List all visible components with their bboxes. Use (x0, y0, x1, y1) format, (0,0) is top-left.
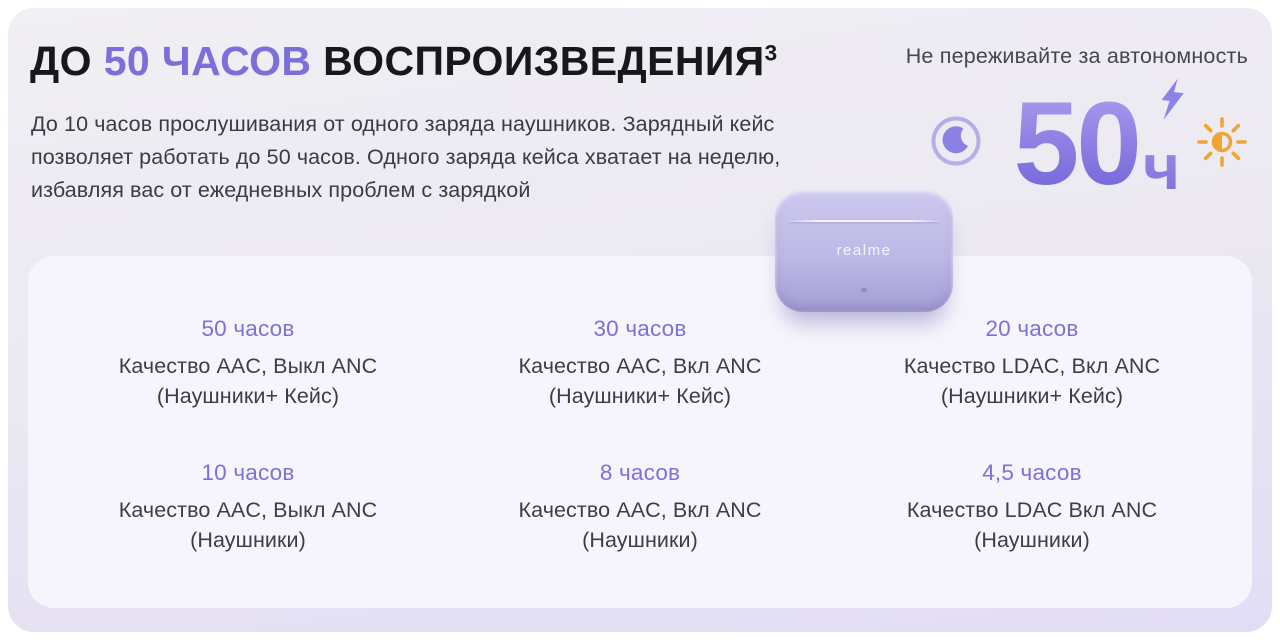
title-prefix: ДО (30, 38, 104, 84)
mode-scope: (Наушники+ Кейс) (548, 383, 732, 408)
case-lid-seam (789, 220, 939, 222)
battery-modes-card (28, 256, 1252, 608)
mode-hours: 50 часов (201, 315, 295, 341)
autonomy-heading: Не переживайте за автономность (905, 44, 1248, 68)
mode-scope: (Наушники) (974, 527, 1090, 552)
mode-quality: Качество AAC, Выкл ANC (118, 497, 378, 522)
hero-hours-unit: ч (1142, 131, 1180, 203)
battery-mode-cell (52, 460, 444, 555)
moon-icon (930, 115, 982, 167)
title-suffix: ВОСПРОИЗВЕДЕНИЯ (311, 38, 765, 84)
case-indicator-dot (861, 288, 867, 292)
mode-scope: (Наушники+ Кейс) (940, 383, 1124, 408)
autonomy-hero (930, 78, 1248, 210)
mode-quality: Качество AAC, Выкл ANC (118, 353, 378, 378)
mode-scope: (Наушники) (190, 527, 306, 552)
battery-modes-grid (28, 256, 1252, 608)
mode-hours: 4,5 часов (982, 459, 1082, 485)
hero-hours-value: 50 (1013, 78, 1139, 210)
mode-quality: Качество LDAC, Вкл ANC (903, 353, 1161, 378)
promo-panel (8, 8, 1272, 632)
battery-mode-cell (836, 316, 1228, 411)
mode-scope: (Наушники) (582, 527, 698, 552)
battery-mode-cell (444, 460, 836, 555)
battery-mode-cell (444, 316, 836, 411)
mode-scope: (Наушники+ Кейс) (156, 383, 340, 408)
battery-mode-cell (52, 316, 444, 411)
sun-icon (1196, 116, 1248, 168)
mode-hours: 8 часов (599, 459, 681, 485)
mode-quality: Качество AAC, Вкл ANC (518, 353, 762, 378)
lightning-icon (1156, 76, 1189, 125)
brand-label: realme (836, 242, 892, 259)
mode-hours: 20 часов (985, 315, 1079, 341)
description-text: До 10 часов прослушивания от одного заряда наушников. Зарядный кейс позволяет работать до 50 часов. Одного заряда кейса хватает на неделю, избавляя вас от ежедневных проблем с зарядкой (31, 112, 781, 202)
mode-quality: Качество AAC, Вкл ANC (518, 497, 762, 522)
hero-number (1013, 78, 1180, 210)
page-title (30, 38, 778, 85)
mode-hours: 30 часов (593, 315, 687, 341)
battery-mode-cell (836, 460, 1228, 555)
title-footnote-marker: 3 (764, 40, 778, 66)
autonomy-block (905, 44, 1248, 210)
title-highlight: 50 ЧАСОВ (103, 38, 312, 84)
earbuds-case-image (775, 190, 953, 312)
mode-quality: Качество LDAC Вкл ANC (906, 497, 1158, 522)
mode-hours: 10 часов (201, 459, 295, 485)
